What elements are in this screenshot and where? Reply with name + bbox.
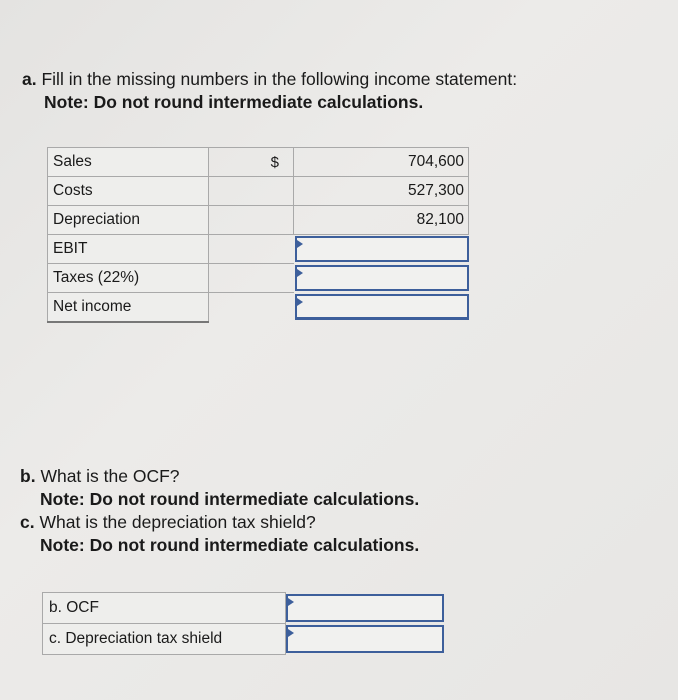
- input-marker-icon: [288, 629, 294, 637]
- question-c-note: Note: Do not round intermediate calculations.: [40, 535, 420, 555]
- answers-table: [42, 592, 445, 655]
- table-row: [48, 293, 469, 323]
- income-statement-table: [47, 147, 469, 323]
- ocf-input[interactable]: [286, 594, 444, 622]
- table-row: [43, 624, 445, 655]
- question-b-text: [20, 465, 419, 488]
- row-label-taxes: Taxes (22%): [48, 264, 209, 293]
- table-row: [48, 235, 469, 264]
- row-label-sales: Sales: [48, 148, 209, 177]
- question-a-letter: a.: [22, 69, 37, 89]
- depreciation-value: 82,100: [294, 206, 469, 235]
- costs-value: 527,300: [294, 177, 469, 206]
- currency-symbol: $: [209, 148, 294, 177]
- question-a: [22, 68, 517, 114]
- table-row: [43, 593, 445, 624]
- ebit-input[interactable]: [295, 236, 469, 262]
- table-row: [48, 148, 469, 177]
- taxes-input[interactable]: [295, 265, 469, 291]
- question-a-prompt: Fill in the missing numbers in the following income statement:: [41, 69, 518, 89]
- row-label-net-income: Net income: [48, 293, 209, 323]
- input-marker-icon: [297, 240, 303, 248]
- question-c-text: [20, 511, 419, 534]
- net-income-input[interactable]: [295, 294, 469, 320]
- question-a-note: Note: Do not round intermediate calculations.: [44, 92, 424, 112]
- questions-b-c: [20, 465, 419, 557]
- input-marker-icon: [297, 298, 303, 306]
- row-label-ocf: b. OCF: [43, 593, 286, 624]
- question-b-letter: b.: [20, 466, 36, 486]
- question-a-text: [22, 68, 517, 91]
- input-marker-icon: [288, 598, 294, 606]
- row-label-depreciation: Depreciation: [48, 206, 209, 235]
- input-marker-icon: [297, 269, 303, 277]
- question-c-prompt: What is the depreciation tax shield?: [39, 512, 316, 532]
- table-row: [48, 206, 469, 235]
- row-label-depreciation-tax-shield: c. Depreciation tax shield: [43, 624, 286, 655]
- table-row: [48, 177, 469, 206]
- row-label-ebit: EBIT: [48, 235, 209, 264]
- row-label-costs: Costs: [48, 177, 209, 206]
- question-b-note: Note: Do not round intermediate calculations.: [40, 489, 420, 509]
- question-b-prompt: What is the OCF?: [40, 466, 180, 486]
- table-row: [48, 264, 469, 293]
- depreciation-tax-shield-input[interactable]: [286, 625, 444, 653]
- question-c-letter: c.: [20, 512, 35, 532]
- sales-value: 704,600: [294, 148, 469, 177]
